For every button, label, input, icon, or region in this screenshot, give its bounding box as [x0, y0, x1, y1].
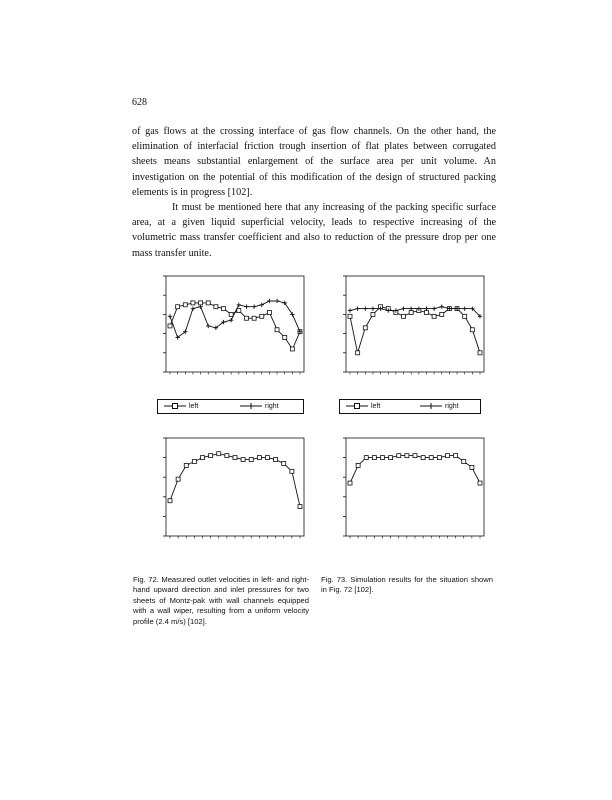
data-point-pressure: [233, 456, 237, 460]
figure-caption-72: Fig. 72. Measured outlet velocities in left- and right-hand upward direction and inlet pressures for two sheets of Montz-pak with wall channels equipped with a wall wiper, resulting from a uniform velocity profile (2.4 m/s) [102].: [133, 575, 309, 626]
data-point-left: [275, 328, 279, 332]
series-line-left: [170, 303, 300, 349]
data-point-left: [283, 335, 287, 339]
data-point-right: [237, 303, 241, 307]
data-point-left: [432, 314, 436, 318]
data-point-right: [371, 306, 375, 310]
data-point-pressure: [470, 465, 474, 469]
body-paragraph-2: It must be mentioned here that any increasing of the packing specific surface area, at a given liquid superficial velocity, leads to respective increasing of the volumetric mass transfer coefficient and also to reduction of the pressure drop per one mass transfer unite.: [132, 202, 496, 259]
data-point-pressure: [266, 456, 270, 460]
data-point-right: [168, 314, 172, 318]
data-point-pressure: [446, 454, 450, 458]
data-point-left: [191, 301, 195, 305]
data-point-left: [267, 310, 271, 314]
data-point-pressure: [241, 458, 245, 462]
data-point-left: [363, 326, 367, 330]
data-point-pressure: [429, 456, 433, 460]
plot-frame: [166, 276, 304, 372]
data-point-left: [348, 314, 352, 318]
chart-fig73-pressure-svg: [318, 428, 498, 564]
data-point-pressure: [356, 463, 360, 467]
data-point-pressure: [364, 456, 368, 460]
data-point-left: [356, 351, 360, 355]
data-point-left: [463, 314, 467, 318]
legend-line-square-icon: [346, 402, 368, 410]
data-point-right: [355, 306, 359, 310]
data-point-pressure: [478, 481, 482, 485]
data-point-left: [199, 301, 203, 305]
data-point-pressure: [437, 456, 441, 460]
data-point-pressure: [454, 454, 458, 458]
data-point-pressure: [257, 456, 261, 460]
data-point-right: [463, 306, 467, 310]
legend-item-right: [420, 402, 459, 410]
data-point-pressure: [348, 481, 352, 485]
data-point-right: [401, 306, 405, 310]
data-point-right: [229, 318, 233, 322]
data-point-pressure: [184, 463, 188, 467]
data-point-left: [206, 301, 210, 305]
chart-fig72-pressure: [132, 428, 312, 564]
data-point-pressure: [462, 460, 466, 464]
legend-label-right: right: [265, 402, 279, 410]
figure-caption-73: Fig. 73. Simulation results for the situation shown in Fig. 72 [102].: [321, 575, 493, 595]
data-point-left: [168, 324, 172, 328]
data-point-pressure: [249, 458, 253, 462]
data-point-pressure: [397, 454, 401, 458]
data-point-left: [409, 310, 413, 314]
chart-fig73-velocity: [318, 268, 498, 400]
data-point-pressure: [201, 456, 205, 460]
data-point-pressure: [389, 456, 393, 460]
series-line-pressure: [350, 456, 480, 484]
legend-line-plus-icon: [240, 402, 262, 410]
data-point-pressure: [290, 469, 294, 473]
data-point-left: [260, 314, 264, 318]
legend-item-right: [240, 402, 279, 410]
data-point-pressure: [225, 454, 229, 458]
data-point-pressure: [372, 456, 376, 460]
legend-line-plus-icon: [420, 402, 442, 410]
data-point-right: [260, 303, 264, 307]
plot-frame: [346, 276, 484, 372]
data-point-right: [363, 306, 367, 310]
data-point-right: [348, 308, 352, 312]
data-point-right: [432, 306, 436, 310]
data-point-left: [402, 314, 406, 318]
data-point-left: [252, 316, 256, 320]
legend-item-left: [346, 402, 380, 410]
data-point-pressure: [298, 505, 302, 509]
data-point-right: [191, 306, 195, 310]
legend-line-square-icon: [164, 402, 186, 410]
data-point-pressure: [282, 461, 286, 465]
data-point-pressure: [168, 499, 172, 503]
data-point-left: [237, 309, 241, 313]
data-point-left: [222, 307, 226, 311]
data-point-left: [244, 316, 248, 320]
legend-fig72: [157, 399, 304, 414]
data-point-pressure: [176, 477, 180, 481]
legend-fig73: [339, 399, 481, 414]
series-line-right: [170, 301, 300, 337]
data-point-left: [229, 312, 233, 316]
series-line-pressure: [170, 454, 300, 507]
legend-label-left: left: [189, 402, 199, 410]
data-point-left: [290, 347, 294, 351]
data-point-pressure: [381, 456, 385, 460]
legend-item-left: [164, 402, 198, 410]
data-point-left: [371, 312, 375, 316]
data-point-left: [478, 351, 482, 355]
data-point-pressure: [421, 456, 425, 460]
data-point-left: [214, 305, 218, 309]
data-point-left: [470, 328, 474, 332]
page-number: 628: [132, 97, 147, 108]
data-point-right: [252, 305, 256, 309]
data-point-left: [183, 303, 187, 307]
data-point-pressure: [413, 454, 417, 458]
data-point-right: [244, 305, 248, 309]
data-point-left: [440, 312, 444, 316]
legend-label-right: right: [445, 402, 459, 410]
chart-fig73-pressure: [318, 428, 498, 564]
data-point-right: [440, 305, 444, 309]
chart-fig72-velocity: [132, 268, 312, 400]
data-point-pressure: [274, 458, 278, 462]
data-point-right: [290, 312, 294, 316]
plot-frame: [166, 438, 304, 536]
plot-frame: [346, 438, 484, 536]
data-point-right: [267, 299, 271, 303]
data-point-left: [424, 310, 428, 314]
chart-fig72-velocity-svg: [132, 268, 312, 400]
series-line-left: [350, 307, 480, 353]
data-point-pressure: [209, 454, 213, 458]
data-point-pressure: [405, 454, 409, 458]
data-point-pressure: [192, 460, 196, 464]
data-point-right: [275, 299, 279, 303]
chart-fig73-velocity-svg: [318, 268, 498, 400]
data-point-pressure: [217, 452, 221, 456]
data-point-right: [206, 324, 210, 328]
legend-label-left: left: [371, 402, 381, 410]
chart-fig72-pressure-svg: [132, 428, 312, 564]
data-point-left: [176, 305, 180, 309]
body-paragraph-1: of gas flows at the crossing interface of gas flow channels. On the other hand, the elimination of interfacial friction trough insertion of flat plates between corrugated sheets means substantial enlargement of the surface area per unit volume. An investigation on the potential of this modification of the design of structured packing elements is in progress [102].: [132, 126, 496, 198]
